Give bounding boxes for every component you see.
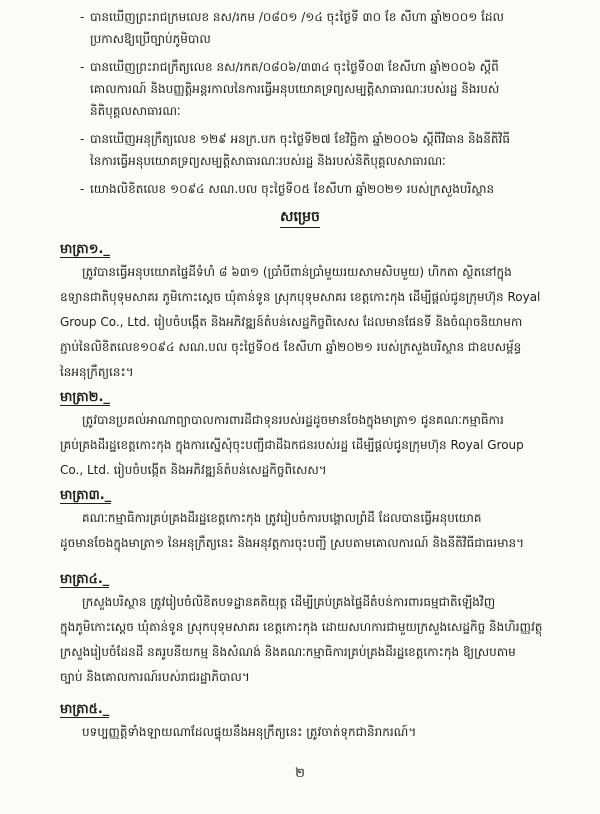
legal-basis-item bbox=[80, 6, 550, 50]
article-heading: មាត្រា៥._ bbox=[60, 702, 110, 717]
text-line: ត្រូវបានធ្វើអនុបយោគផ្ទៃដីទំហំ ៨ ៦៣១ (ប្រាំបីពាន់ប្រាំមួយរយសាមសិបមួយ) ហិកតា ស្ថិតនៅក្នុង bbox=[82, 265, 512, 279]
text-line: Group Co., Ltd. រៀបចំបង្កើត និងអភិវឌ្ឍន៍តំបន់សេដ្ឋកិច្ចពិសេស ដែលមានផែនទី និងចំណុចនិយាមកា bbox=[60, 315, 523, 329]
article-body bbox=[60, 260, 550, 385]
text-line: ឧទ្យានជាតិបុទុមសាគរ ភូមិកោះស្ដេច ឃុំតាន់ទូន ស្រុកបុទុមសាគរ ខេត្តកោះកុង ដើម្បីផ្ដល់ជូនក្រុមហ៊ុន Royal bbox=[60, 290, 541, 304]
text-line: បទប្បញ្ញត្តិទាំងឡាយណាដែលផ្ទុយនឹងអនុក្រឹត្យនេះ ត្រូវចាត់ទុកជានិរាករណ៍។ bbox=[82, 725, 417, 739]
article-body bbox=[60, 506, 550, 556]
legal-basis-list bbox=[80, 6, 550, 206]
article-1 bbox=[60, 240, 550, 385]
text-line: នៃការធ្វើអនុបយោគទ្រព្យសម្បត្តិសាធារណៈរបស់រដ្ឋ និងរបស់និតិបុគ្គលសាធារណៈ bbox=[90, 154, 446, 168]
text-line: គោលការណ៍ និងបញ្ញត្តិអន្តរកាលនៃការធ្វើអនុបយោគទ្រព្យសម្បត្តិសាធារណៈរបស់រដ្ឋ និងរបស់ bbox=[90, 82, 500, 96]
text-line: ក្រសួងបរិស្ថាន ត្រូវរៀបចំលិខិតបទដ្ឋានគតិយុត្ត ដើម្បីគ្រប់គ្រងផ្ទៃដីតំបន់ការពារធម្មជាតិឡើងវិញ bbox=[82, 595, 496, 609]
article-3 bbox=[60, 486, 550, 556]
article-heading: មាត្រា៣._ bbox=[60, 488, 112, 503]
text-line: គណៈកម្មាធិការគ្រប់គ្រងដីរដ្ឋខេត្តកោះកុង ត្រូវរៀបចំការបង្គោលព្រំដី ដែលបានធ្វើអនុបយោគ bbox=[82, 511, 482, 525]
article-heading: មាត្រា៤._ bbox=[60, 572, 110, 587]
text-line: ក្នុងភូមិកោះស្ដេច ឃុំតាន់ទូន ស្រុកបុទុមសាគរ ខេត្តកោះកុង ដោយសហការជាមួយក្រសួងសេដ្ឋកិច្ច និងហិរញ្ញវត្ថុ bbox=[60, 620, 543, 634]
text-line: - បានឃើញព្រះរាជក្រឹត្យលេខ នស/រកត/០៨០៦/៣៣៤ ចុះថ្ងៃទី០៣ ខែសីហា ឆ្នាំ២០០៦ ស្តីពី bbox=[90, 60, 499, 74]
legal-basis-item bbox=[80, 56, 550, 122]
page-number: ២ bbox=[295, 766, 305, 781]
text-line: - បានឃើញអនុក្រឹត្យលេខ ១២៩ អនក្រ.បក ចុះថ្ងៃទី២៧ ខែវិច្ឆិកា ឆ្នាំ២០០៦ ស្តីពីវិធាន និងនីតិវិធី bbox=[90, 132, 510, 146]
legal-basis-item bbox=[80, 178, 550, 200]
article-heading: មាត្រា១._ bbox=[60, 242, 110, 257]
text-line: ក្រសួងរៀបចំដែនដី នគរូបនីយកម្ម និងសំណង់ និងគណៈកម្មាធិការគ្រប់គ្រងដីរដ្ឋខេត្តកោះកុង ឱ្យស្របតាម bbox=[60, 645, 516, 659]
article-body bbox=[82, 720, 550, 745]
article-5 bbox=[60, 700, 550, 745]
text-line: ប្រកាសឱ្យប្រើច្បាប់ភូមិបាល bbox=[90, 32, 211, 46]
legal-basis-item bbox=[80, 128, 550, 172]
text-line: ភ្ជាប់នៃលិខិតលេខ១០៩៤ សណ.បល ចុះថ្ងៃទី០៥ ខែសីហា ឆ្នាំ២០២១ របស់ក្រសួងបរិស្ថាន ជាឧបសម្ព័ន្ធ bbox=[60, 340, 522, 354]
text-line: ដូចមានចែងក្នុងមាត្រា១ នៃអនុក្រឹត្យនេះ និងអនុវត្តការចុះបញ្ជី ស្របតាមគោលការណ៍ និងនីតិវិធីជាធរមាន។ bbox=[60, 536, 525, 550]
article-body bbox=[60, 590, 550, 690]
article-4 bbox=[60, 570, 550, 690]
text-line: ត្រូវបានប្រគល់អាណាព្យាបាលការពារដីជាទុនរបស់រដ្ឋដូចមានចែងក្នុងមាត្រា១ ជូនគណៈកម្មាធិការ bbox=[82, 413, 504, 427]
title-text: សម្រេច bbox=[280, 207, 320, 228]
article-heading: មាត្រា២._ bbox=[60, 390, 110, 405]
text-line: គ្រប់គ្រងដីរដ្ឋខេត្តកោះកុង ក្នុងការស្នើសុំចុះបញ្ជីជាដីឯកជនរបស់រដ្ឋ ដើម្បីផ្ដល់ជូនក្រុមហ៊ុន Royal Group bbox=[60, 438, 524, 452]
text-line: - យោងលិខិតលេខ ១០៩៤ សណ.បល ចុះថ្ងៃទី០៥ ខែសីហា ឆ្នាំ២០២១ របស់ក្រសួងបរិស្ថាន bbox=[90, 182, 495, 196]
text-line: - បានឃើញព្រះរាជក្រមលេខ នស/រកម /០៨០១ /១៤ ចុះថ្ងៃទី ៣០ ខែ សីហា ឆ្នាំ២០០១ ដែល bbox=[90, 10, 504, 24]
text-line: នៃអនុក្រឹត្យនេះ។ bbox=[60, 365, 134, 379]
text-line: Co., Ltd. រៀបចំបង្កើត និងអភិវឌ្ឍន៍តំបន់សេដ្ឋកិច្ចពិសេស។ bbox=[60, 463, 327, 477]
text-line: ច្បាប់ និងគោលការណ៍របស់រាជរដ្ឋាភិបាល។ bbox=[60, 670, 250, 684]
decision-title bbox=[0, 207, 600, 228]
article-2 bbox=[60, 388, 550, 483]
article-body bbox=[60, 408, 550, 483]
text-line: និតិបុគ្គលសាធារណៈ bbox=[90, 104, 181, 118]
